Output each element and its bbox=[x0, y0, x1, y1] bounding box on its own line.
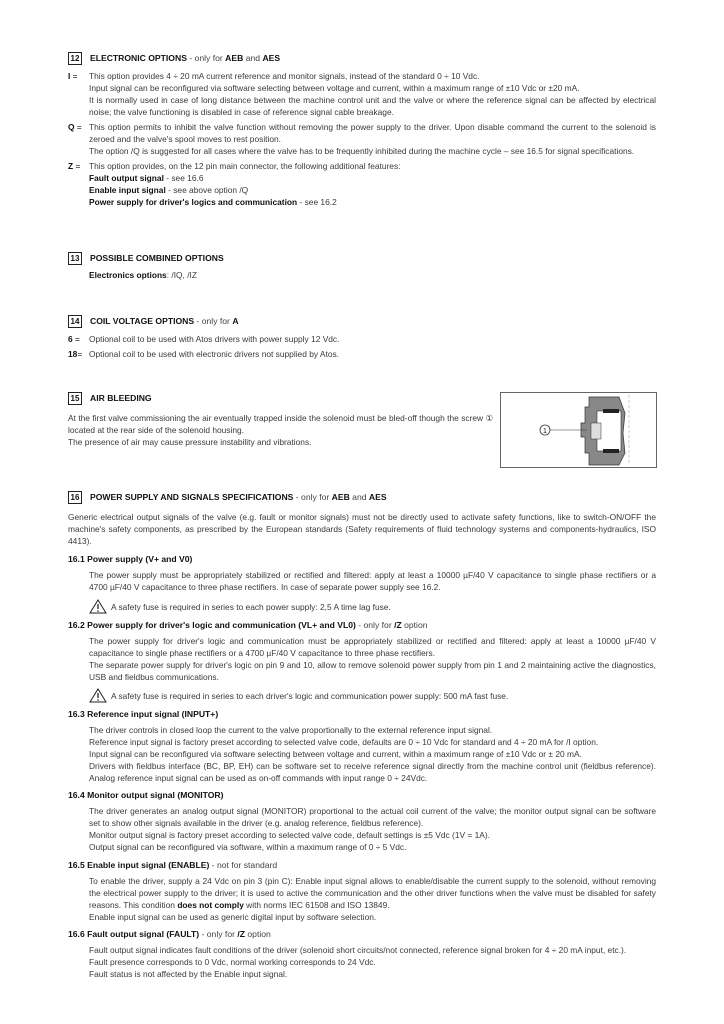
warning-note bbox=[89, 688, 656, 703]
heading-title: COIL VOLTAGE OPTIONS bbox=[90, 316, 195, 326]
feature-ref: - see above option /Q bbox=[165, 185, 249, 195]
text-line: Input signal can be reconfigured via software selecting between voltage and current, within a maximum range of ±10 Vdc or ±20 mA. bbox=[89, 83, 580, 93]
heading-bold: AES bbox=[368, 492, 387, 502]
text-line: The driver generates an analog output signal (MONITOR) proportional to the actual coil current of the valve; the monitor output signal can be software set to show other signals available in the driver (e.g. analog reference, fieldbus reference). bbox=[89, 806, 656, 828]
text-line: Output signal can be reconfigured via software, within a maximum range of 0 ÷ 5 Vdc. bbox=[89, 842, 407, 852]
subsection-title bbox=[68, 859, 656, 871]
subsection-note: - only for bbox=[355, 620, 395, 630]
text-line: The power supply must be appropriately stabilized or rectified and filtered: apply at least a 10000 µF/40 V capacitance to single phase rectifiers or a 4700 µF/40 V capacitance to three phase rectifiers. In case of separate power supply see 16.2. bbox=[89, 570, 656, 592]
subsection-title: 16.3 Reference input signal (INPUT+) bbox=[68, 709, 219, 719]
text-line: Reference input signal is factory preset according to selected valve code, defaults are 0 ÷ 10 Vdc for standard and 4 ÷ 20 mA for /I option. bbox=[89, 737, 599, 747]
subsection-title-text: 16.6 Fault output signal (FAULT) bbox=[68, 929, 200, 939]
feature-ref: - see 16.2 bbox=[297, 197, 337, 207]
text-line: Optional coil to be used with electronic drivers not supplied by Atos. bbox=[89, 349, 339, 359]
option-key: 18 bbox=[68, 349, 78, 359]
heading-and: and bbox=[243, 53, 263, 63]
heading-bold: AEB bbox=[331, 492, 350, 502]
option-i: I = This option provides 4 ÷ 20 mA current reference and monitor signals, instead of the standard 0 ÷ 10 Vdc. Input signal can be reconfigured via software selecting between voltage and current, within a maximum range of ±10 Vdc or ±20 mA. It is normally used in case of long distance between the machine control unit and the valve or where the reference signal can be affected by electrical noise; the valve functioning is disabled in case of reference signal cable breakage. bbox=[68, 71, 656, 117]
feature-label: Fault output signal bbox=[89, 173, 164, 183]
heading-suffix: - only for bbox=[293, 492, 332, 502]
feature-ref: - see 16.6 bbox=[163, 173, 204, 183]
option-key: I bbox=[68, 71, 71, 81]
text-line: Fault presence corresponds to 0 Vdc, normal working corresponds to 24 Vdc. bbox=[89, 957, 376, 967]
combined-label: Electronics options bbox=[89, 270, 167, 280]
section-14: 14 COIL VOLTAGE OPTIONS - only for A 6 = Optional coil to be used with Atos drivers with power supply 12 Vdc. 18= Optional coil to be used with electronic drivers not supplied by Atos. bbox=[68, 315, 656, 360]
text-line: At the first valve commissioning the air eventually trapped inside the solenoid must be bled-off though the screw ① located at the rear side of the solenoid housing. bbox=[68, 413, 493, 435]
solenoid-bleed-screw-figure bbox=[500, 392, 657, 468]
subsection-title bbox=[68, 928, 656, 940]
subsection-note: option bbox=[245, 929, 271, 939]
heading-suffix: - only for bbox=[194, 316, 233, 326]
option-key: Q bbox=[68, 122, 75, 132]
subsection-note: - not for standard bbox=[209, 860, 278, 870]
text-run: with norms IEC 61508 and ISO 13849. bbox=[243, 900, 390, 910]
heading-bold: AES bbox=[262, 53, 281, 63]
text-run: To enable the driver, supply a 24 Vdc on pin 3 (pin C): Enable input signal allows to enable/disable the current supply to the solenoid, without removing the electrical power supply to the driver; it is used to active the communication and the other driver functions when the valve must be disabled for safety reasons. This condition bbox=[89, 876, 656, 910]
heading-and: and bbox=[349, 492, 369, 502]
option-key: 6 bbox=[68, 334, 73, 344]
text-line: This option provides, on the 12 pin main connector, the following additional features: bbox=[89, 161, 401, 171]
option-key: Z bbox=[68, 161, 74, 171]
heading-title: POWER SUPPLY AND SIGNALS SPECIFICATIONS bbox=[90, 492, 294, 502]
section-15 bbox=[68, 392, 493, 448]
section-12 bbox=[68, 52, 656, 208]
section-number: 16 bbox=[68, 491, 82, 504]
option-z: Z = This option provides, on the 12 pin main connector, the following additional features: Fault output signal - see 16.6 Enable input signal - see above option /Q Power supply for driver's logics and communication - see 16.2 bbox=[68, 160, 656, 208]
subsection-title: 16.1 Power supply (V+ and V0) bbox=[68, 554, 193, 564]
text-line: Drivers with fieldbus interface (BC, BP, EH) can be software set to receive reference signal directly from the machine control unit (fieldbus reference). Analog reference input signal can be used as on-off commands with input range 0 ÷ 24Vdc. bbox=[89, 761, 656, 783]
section-number: 12 bbox=[68, 52, 82, 65]
warning-icon bbox=[89, 599, 107, 614]
text-bold: does not comply bbox=[177, 900, 244, 910]
heading-suffix: - only for bbox=[186, 53, 226, 63]
section-number: 14 bbox=[68, 315, 82, 328]
warning-note bbox=[89, 599, 656, 614]
subsection-title: 16.4 Monitor output signal (MONITOR) bbox=[68, 790, 224, 800]
text-line: Optional coil to be used with Atos drivers with power supply 12 Vdc. bbox=[89, 334, 340, 344]
subsection-note-bold: /Z bbox=[394, 620, 402, 630]
feature-label: Power supply for driver's logics and communication bbox=[89, 197, 298, 207]
callout-number: 1 bbox=[543, 428, 547, 435]
option-q: Q = This option permits to inhibit the valve function without removing the power supply to the driver. Upon disable command the current to the solenoid is zeroed and the valve's spool moves to rest position. The option /Q is suggested for all cases where the valve has to be frequently inhibited during the machine cycle – see 16.5 for signal specifications. bbox=[68, 122, 656, 156]
text-line: The power supply for driver's logic and communication must be appropriately stabilized or rectified and filtered: apply at least a 10000 µF/40 V capacitance to single phase rectifiers or a 4700 µF/40 V capacitance to three phase rectifiers. bbox=[89, 636, 656, 658]
heading-bold: A bbox=[232, 316, 239, 326]
section-number: 15 bbox=[68, 392, 82, 405]
heading-title: POSSIBLE COMBINED OPTIONS bbox=[90, 253, 224, 263]
text-line: Fault output signal indicates fault conditions of the driver (solenoid short circuits/not connected, reference signal broken for 4 ÷ 20 mA input, etc.). bbox=[89, 945, 627, 955]
text-line: Monitor output signal is factory preset according to selected valve code, default settings is ±5 Vdc (1V = 1A). bbox=[89, 830, 490, 840]
text-line: The separate power supply for driver's logic on pin 9 and 10, allow to remove solenoid power supply from pin 1 and 2 maintaining active the diagnostics, USB and fieldbus communications. bbox=[89, 660, 656, 682]
subsection-title-text: 16.2 Power supply for driver's logic and communication (VL+ and VL0) bbox=[68, 620, 356, 630]
combined-value: : /IQ, /IZ bbox=[166, 270, 197, 280]
subsection-note: option bbox=[401, 620, 428, 630]
text-line: The driver controls in closed loop the current to the valve proportionally to the external reference input signal. bbox=[89, 725, 493, 735]
text-line: The option /Q is suggested for all cases where the valve has to be frequently inhibited during the machine cycle – see 16.5 for signal specifications. bbox=[89, 146, 635, 156]
heading-title: ELECTRONIC OPTIONS bbox=[90, 53, 187, 63]
text-line: This option permits to inhibit the valve function without removing the power supply to the driver. Upon disable command the current to the solenoid is zeroed and the valve's spool moves to rest position. bbox=[89, 122, 656, 144]
subsection-title-text: 16.5 Enable input signal (ENABLE) bbox=[68, 860, 210, 870]
section-number: 13 bbox=[68, 252, 82, 265]
text-line: Fault status is not affected by the Enable input signal. bbox=[89, 969, 288, 979]
heading-title: AIR BLEEDING bbox=[90, 393, 152, 403]
text-line: The presence of air may cause pressure instability and vibrations. bbox=[68, 437, 312, 447]
warning-icon bbox=[89, 688, 107, 703]
section-16 bbox=[68, 491, 656, 980]
heading-bold: AEB bbox=[225, 53, 244, 63]
intro-text: Generic electrical output signals of the valve (e.g. fault or monitor signals) must not be directly used to activate safety functions, like to switch-ON/OFF the machine's safety components, as prescribed by the European standards (Safety requirements of fluid technology systems and components-hydraulics, ISO 4413). bbox=[68, 512, 656, 546]
text-line: It is normally used in case of long distance between the machine control unit and the valve or where the reference signal can be affected by electrical noise; the valve functioning is disabled in case of reference signal cable breakage. bbox=[89, 95, 656, 117]
subsection-note: - only for bbox=[199, 929, 238, 939]
text-line: This option provides 4 ÷ 20 mA current reference and monitor signals, instead of the standard 0 ÷ 10 Vdc. bbox=[89, 71, 480, 81]
warning-text: A safety fuse is required in series to each power supply: 2,5 A time lag fuse. bbox=[111, 601, 391, 612]
text-line: Enable input signal can be used as generic digital input by software selection. bbox=[89, 912, 377, 922]
warning-text: A safety fuse is required in series to each driver's logic and communication power supply: 500 mA fast fuse. bbox=[111, 690, 509, 701]
section-heading bbox=[68, 52, 656, 65]
subsection-note-bold: /Z bbox=[237, 929, 245, 939]
section-13 bbox=[68, 252, 656, 281]
text-line: Input signal can be reconfigured via software selecting between voltage and current, within a maximum range of ±10 Vdc or ± 20 mA. bbox=[89, 749, 582, 759]
subsection-title bbox=[68, 619, 656, 631]
feature-label: Enable input signal bbox=[89, 185, 166, 195]
